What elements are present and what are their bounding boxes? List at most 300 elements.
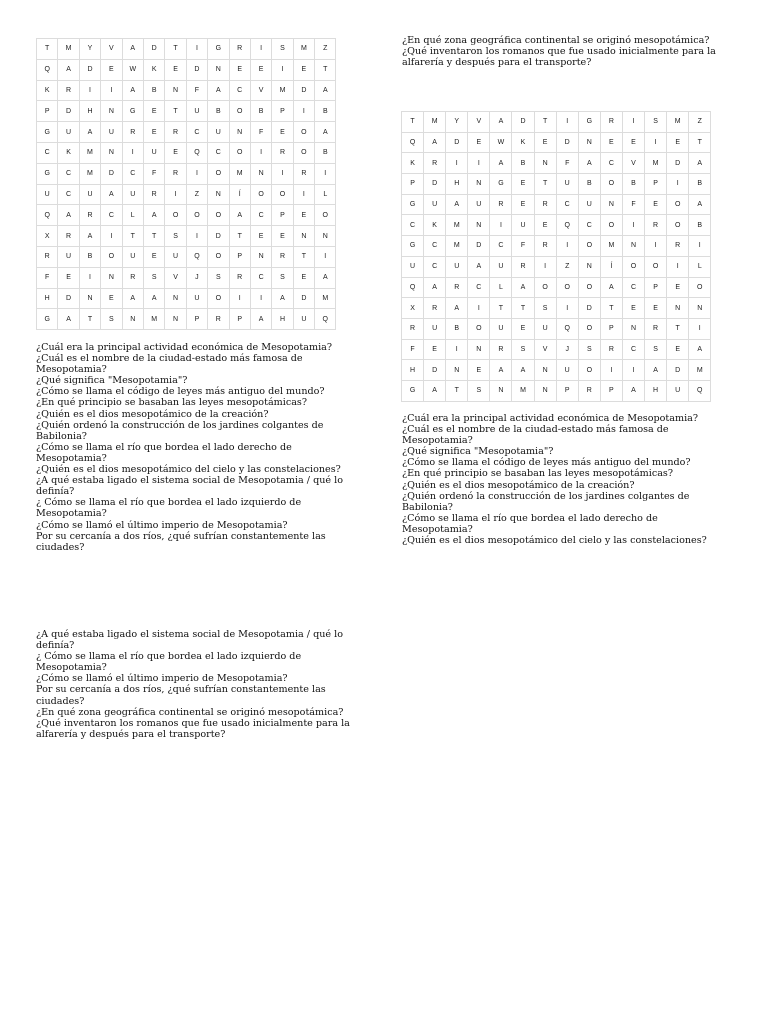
grid-cell: I [79, 80, 100, 101]
grid-cell: I [667, 256, 689, 277]
grid-cell: V [101, 39, 122, 60]
grid-cell: S [578, 339, 600, 360]
grid-cell: R [512, 256, 534, 277]
grid-cell: N [578, 256, 600, 277]
grid-cell: I [293, 101, 314, 122]
grid-cell: H [272, 309, 293, 330]
question-line: ¿Cómo se llamó el último imperio de Mesopotamia? [36, 519, 288, 531]
grid-cell: S [272, 39, 293, 60]
grid-cell: Z [315, 39, 336, 60]
grid-cell: A [79, 122, 100, 143]
grid-cell: N [446, 360, 468, 381]
grid-cell: U [58, 122, 79, 143]
grid-cell: M [272, 80, 293, 101]
question-line: Mesopotamia? [36, 508, 107, 520]
grid-cell: G [208, 39, 229, 60]
grid-cell: E [600, 132, 622, 153]
grid-cell: M [667, 112, 689, 133]
grid-row [37, 288, 336, 309]
question-line: Mesopotamia? [36, 452, 107, 464]
grid-cell: A [689, 339, 711, 360]
grid-cell: Q [315, 309, 336, 330]
grid-cell: A [578, 153, 600, 174]
grid-cell: I [315, 246, 336, 267]
grid-cell: C [578, 215, 600, 236]
grid-row [402, 318, 711, 339]
grid-cell: K [512, 132, 534, 153]
grid-cell: I [446, 339, 468, 360]
grid-cell: I [122, 142, 143, 163]
question-line: Mesopotamia? [36, 364, 107, 376]
grid-cell: Í [600, 256, 622, 277]
grid-cell: R [667, 236, 689, 257]
grid-cell: E [622, 132, 644, 153]
question-line: Por su cercanía a dos ríos, ¿qué sufrían constantemente las [36, 530, 326, 542]
question-line: ¿En qué principio se basaban las leyes mesopotámicas? [402, 468, 673, 480]
grid-cell: O [600, 215, 622, 236]
grid-cell: A [490, 360, 512, 381]
grid-cell: O [315, 205, 336, 226]
grid-cell: D [556, 132, 578, 153]
grid-cell: E [512, 318, 534, 339]
grid-cell: L [490, 277, 512, 298]
grid-cell: E [293, 205, 314, 226]
grid-cell: H [79, 101, 100, 122]
grid-cell: P [229, 309, 250, 330]
grid-cell: U [37, 184, 58, 205]
grid-cell: I [468, 298, 490, 319]
grid-cell: A [424, 380, 446, 401]
grid-cell: R [534, 194, 556, 215]
grid-cell: A [424, 277, 446, 298]
question-line: Babilonia? [402, 501, 453, 513]
grid-cell: C [424, 256, 446, 277]
grid-cell: R [272, 246, 293, 267]
grid-cell: B [315, 142, 336, 163]
grid-cell: J [186, 267, 207, 288]
grid-cell: B [578, 174, 600, 195]
question-line: ¿ Cómo se llama el río que bordea el lado izquierdo de [36, 497, 302, 509]
question-line: ¿Cuál era la principal actividad económica de Mesopotamia? [402, 413, 699, 424]
question-line: ¿Quién es el dios mesopotámico del cielo y las constelaciones? [36, 464, 341, 476]
grid-row [37, 122, 336, 143]
grid-cell: P [272, 101, 293, 122]
grid-cell: Q [37, 59, 58, 80]
grid-cell: P [645, 277, 667, 298]
grid-cell: R [600, 112, 622, 133]
question-line: alfarería y después para el transporte? [402, 57, 592, 69]
grid-cell: D [58, 288, 79, 309]
grid-cell: Q [402, 132, 424, 153]
grid-cell: E [645, 298, 667, 319]
grid-cell: G [37, 309, 58, 330]
grid-cell: O [293, 122, 314, 143]
question-line: definía? [36, 486, 75, 498]
grid-cell: A [490, 153, 512, 174]
grid-cell: C [468, 277, 490, 298]
grid-cell: E [534, 215, 556, 236]
question-line: ¿En qué principio se basaban las leyes mesopotámicas? [36, 397, 307, 409]
grid-cell: N [468, 174, 490, 195]
grid-cell: R [645, 215, 667, 236]
grid-cell: A [315, 267, 336, 288]
word-search-grid-left [36, 38, 336, 330]
question-line: ¿Cómo se llama el código de leyes más antiguo del mundo? [36, 386, 325, 398]
grid-cell: N [101, 101, 122, 122]
grid-cell: N [165, 309, 186, 330]
grid-cell: R [645, 318, 667, 339]
grid-cell: I [622, 112, 644, 133]
grid-cell: O [186, 205, 207, 226]
grid-cell: N [208, 184, 229, 205]
grid-cell: O [101, 246, 122, 267]
grid-cell: Q [556, 318, 578, 339]
grid-cell: U [556, 360, 578, 381]
grid-cell: Q [37, 205, 58, 226]
grid-cell: E [534, 132, 556, 153]
word-search-grid-right [401, 111, 711, 402]
grid-cell: M [689, 360, 711, 381]
grid-row [37, 59, 336, 80]
grid-cell: C [58, 184, 79, 205]
grid-cell: E [143, 101, 164, 122]
question-line: ¿Qué significa "Mesopotamia"? [36, 375, 188, 387]
grid-cell: R [402, 318, 424, 339]
grid-cell: D [468, 236, 490, 257]
grid-cell: U [468, 194, 490, 215]
grid-cell: P [402, 174, 424, 195]
grid-cell: U [165, 246, 186, 267]
grid-cell: O [229, 101, 250, 122]
grid-row [402, 298, 711, 319]
grid-cell: I [293, 184, 314, 205]
question-line: ciudades? [36, 541, 85, 553]
grid-cell: G [122, 101, 143, 122]
grid-cell: K [143, 59, 164, 80]
grid-cell: N [101, 142, 122, 163]
grid-cell: U [556, 174, 578, 195]
grid-cell: R [79, 205, 100, 226]
grid-cell: U [424, 194, 446, 215]
grid-cell: A [58, 309, 79, 330]
grid-cell: O [578, 236, 600, 257]
grid-cell: S [468, 380, 490, 401]
grid-cell: I [622, 215, 644, 236]
grid-cell: T [315, 59, 336, 80]
grid-cell: G [402, 236, 424, 257]
grid-cell: E [424, 339, 446, 360]
grid-cell: M [424, 112, 446, 133]
grid-cell: D [79, 59, 100, 80]
grid-cell: B [689, 174, 711, 195]
question-line: ¿Cuál es el nombre de la ciudad-estado más famosa de [402, 424, 669, 436]
grid-cell: R [165, 122, 186, 143]
grid-cell: M [229, 163, 250, 184]
grid-cell: E [468, 360, 490, 381]
grid-cell: O [208, 163, 229, 184]
grid-cell: I [272, 59, 293, 80]
grid-cell: N [165, 80, 186, 101]
grid-cell: O [534, 277, 556, 298]
grid-cell: A [122, 39, 143, 60]
grid-cell: F [622, 194, 644, 215]
grid-cell: N [122, 309, 143, 330]
grid-cell: D [58, 101, 79, 122]
grid-cell: E [622, 298, 644, 319]
grid-cell: B [315, 101, 336, 122]
grid-cell: N [534, 360, 556, 381]
grid-cell: A [622, 380, 644, 401]
grid-cell: U [186, 288, 207, 309]
grid-cell: S [208, 267, 229, 288]
grid-cell: E [101, 59, 122, 80]
grid-cell: N [165, 288, 186, 309]
grid-cell: P [556, 380, 578, 401]
grid-cell: N [468, 339, 490, 360]
grid-cell: A [446, 298, 468, 319]
grid-cell: N [229, 122, 250, 143]
grid-cell: C [186, 122, 207, 143]
question-line: ¿Quién es el dios mesopotámico de la creación? [402, 479, 635, 491]
grid-cell: R [424, 298, 446, 319]
grid-cell: K [424, 215, 446, 236]
grid-cell: A [58, 59, 79, 80]
grid-cell: M [58, 39, 79, 60]
grid-cell: O [468, 318, 490, 339]
grid-cell: T [293, 246, 314, 267]
question-line: ¿Cuál era la principal actividad económica de Mesopotamia? [36, 342, 333, 353]
grid-cell: T [143, 226, 164, 247]
grid-cell: A [79, 226, 100, 247]
grid-cell: F [186, 80, 207, 101]
grid-cell: M [446, 236, 468, 257]
grid-cell: A [689, 153, 711, 174]
grid-cell: I [645, 132, 667, 153]
grid-cell: I [250, 39, 271, 60]
grid-cell: E [667, 132, 689, 153]
grid-cell: M [600, 236, 622, 257]
question-line: ¿Quién ordenó la construcción de los jardines colgantes de [36, 419, 324, 431]
grid-cell: D [512, 112, 534, 133]
grid-cell: Í [229, 184, 250, 205]
grid-cell: B [446, 318, 468, 339]
grid-cell: L [315, 184, 336, 205]
grid-cell: Z [556, 256, 578, 277]
grid-cell: O [689, 277, 711, 298]
grid-cell: E [229, 59, 250, 80]
grid-cell: V [165, 267, 186, 288]
grid-row [37, 226, 336, 247]
grid-cell: A [600, 277, 622, 298]
grid-cell: O [250, 184, 271, 205]
grid-cell: N [490, 380, 512, 401]
grid-cell: T [165, 39, 186, 60]
grid-cell: U [58, 246, 79, 267]
grid-cell: I [250, 288, 271, 309]
grid-cell: Q [689, 380, 711, 401]
grid-cell: Q [402, 277, 424, 298]
question-line: ¿En qué zona geográfica continental se originó mesopotámica? [36, 706, 344, 718]
grid-cell: V [534, 339, 556, 360]
question-line: ¿Quién es el dios mesopotámico del cielo y las constelaciones? [402, 535, 707, 547]
grid-cell: B [689, 215, 711, 236]
grid-cell: A [272, 288, 293, 309]
grid-cell: L [689, 256, 711, 277]
question-line: ¿Quién es el dios mesopotámico de la creación? [36, 408, 269, 420]
grid-cell: S [645, 112, 667, 133]
grid-row [402, 174, 711, 195]
grid-cell: R [58, 80, 79, 101]
grid-cell: E [512, 194, 534, 215]
grid-cell: B [622, 174, 644, 195]
grid-cell: R [293, 163, 314, 184]
grid-cell: E [58, 267, 79, 288]
grid-cell: R [229, 267, 250, 288]
grid-cell: T [37, 39, 58, 60]
grid-cell: N [667, 298, 689, 319]
grid-cell: I [622, 360, 644, 381]
grid-cell: I [229, 288, 250, 309]
grid-cell: V [250, 80, 271, 101]
grid-cell: O [578, 360, 600, 381]
grid-cell: J [556, 339, 578, 360]
grid-cell: E [143, 246, 164, 267]
grid-cell: E [272, 122, 293, 143]
grid-cell: C [600, 153, 622, 174]
grid-cell: T [512, 298, 534, 319]
grid-row [402, 132, 711, 153]
grid-cell: C [622, 277, 644, 298]
question-line: alfarería y después para el transporte? [36, 728, 226, 740]
grid-cell: Q [186, 246, 207, 267]
grid-cell: T [402, 112, 424, 133]
grid-cell: A [101, 184, 122, 205]
grid-cell: O [622, 256, 644, 277]
grid-cell: U [186, 101, 207, 122]
grid-cell: V [622, 153, 644, 174]
question-line: ¿Qué significa "Mesopotamia"? [402, 446, 554, 458]
grid-cell: S [534, 298, 556, 319]
grid-cell: C [101, 205, 122, 226]
grid-cell: T [667, 318, 689, 339]
grid-cell: T [689, 132, 711, 153]
grid-cell: C [229, 80, 250, 101]
grid-cell: D [667, 360, 689, 381]
grid-cell: A [122, 80, 143, 101]
grid-cell: N [101, 267, 122, 288]
grid-cell: H [446, 174, 468, 195]
grid-cell: I [556, 112, 578, 133]
grid-cell: O [229, 142, 250, 163]
grid-cell: F [37, 267, 58, 288]
grid-cell: U [208, 122, 229, 143]
grid-row [37, 205, 336, 226]
grid-cell: P [645, 174, 667, 195]
grid-cell: N [622, 236, 644, 257]
grid-cell: A [490, 112, 512, 133]
grid-row [402, 215, 711, 236]
grid-cell: E [272, 226, 293, 247]
grid-cell: U [490, 256, 512, 277]
grid-cell: M [293, 39, 314, 60]
grid-cell: O [208, 205, 229, 226]
grid-cell: G [37, 122, 58, 143]
grid-cell: A [446, 194, 468, 215]
grid-cell: S [645, 339, 667, 360]
grid-cell: I [556, 298, 578, 319]
grid-cell: I [534, 256, 556, 277]
grid-cell: E [512, 174, 534, 195]
grid-cell: A [512, 277, 534, 298]
grid-cell: G [490, 174, 512, 195]
grid-cell: L [122, 205, 143, 226]
grid-cell: C [556, 194, 578, 215]
grid-cell: A [143, 205, 164, 226]
grid-cell: I [250, 142, 271, 163]
grid-cell: U [667, 380, 689, 401]
question-line: ¿Cuál es el nombre de la ciudad-estado más famosa de [36, 353, 303, 365]
grid-cell: C [250, 267, 271, 288]
grid-cell: U [424, 318, 446, 339]
question-line: Mesopotamia? [402, 523, 473, 535]
grid-cell: O [578, 277, 600, 298]
grid-cell: K [402, 153, 424, 174]
grid-cell: U [293, 309, 314, 330]
grid-cell: A [122, 288, 143, 309]
grid-cell: K [37, 80, 58, 101]
grid-cell: A [208, 80, 229, 101]
grid-cell: W [490, 132, 512, 153]
grid-cell: R [122, 122, 143, 143]
grid-cell: S [272, 267, 293, 288]
grid-cell: D [293, 80, 314, 101]
grid-cell: N [250, 246, 271, 267]
grid-row [37, 101, 336, 122]
grid-cell: U [402, 256, 424, 277]
grid-cell: D [208, 226, 229, 247]
grid-cell: I [490, 215, 512, 236]
grid-cell: U [578, 194, 600, 215]
grid-cell: O [165, 205, 186, 226]
question-line: ciudades? [36, 695, 85, 707]
grid-cell: U [534, 318, 556, 339]
question-line: ¿A qué estaba ligado el sistema social de Mesopotamia / qué lo [36, 475, 343, 487]
grid-cell: B [208, 101, 229, 122]
grid-cell: M [446, 215, 468, 236]
grid-cell: R [272, 142, 293, 163]
grid-cell: P [37, 101, 58, 122]
grid-cell: D [667, 153, 689, 174]
question-line: Mesopotamia? [36, 662, 107, 674]
grid-cell: N [689, 298, 711, 319]
grid-cell: O [600, 174, 622, 195]
grid-cell: A [58, 205, 79, 226]
grid-cell: E [667, 339, 689, 360]
grid-cell: I [468, 153, 490, 174]
grid-cell: D [424, 174, 446, 195]
grid-row [37, 80, 336, 101]
grid-cell: A [424, 132, 446, 153]
grid-cell: M [79, 142, 100, 163]
grid-cell: B [79, 246, 100, 267]
grid-cell: R [534, 236, 556, 257]
grid-cell: S [101, 309, 122, 330]
grid-cell: C [122, 163, 143, 184]
grid-cell: E [101, 288, 122, 309]
grid-row [37, 267, 336, 288]
grid-cell: F [556, 153, 578, 174]
grid-cell: U [122, 246, 143, 267]
